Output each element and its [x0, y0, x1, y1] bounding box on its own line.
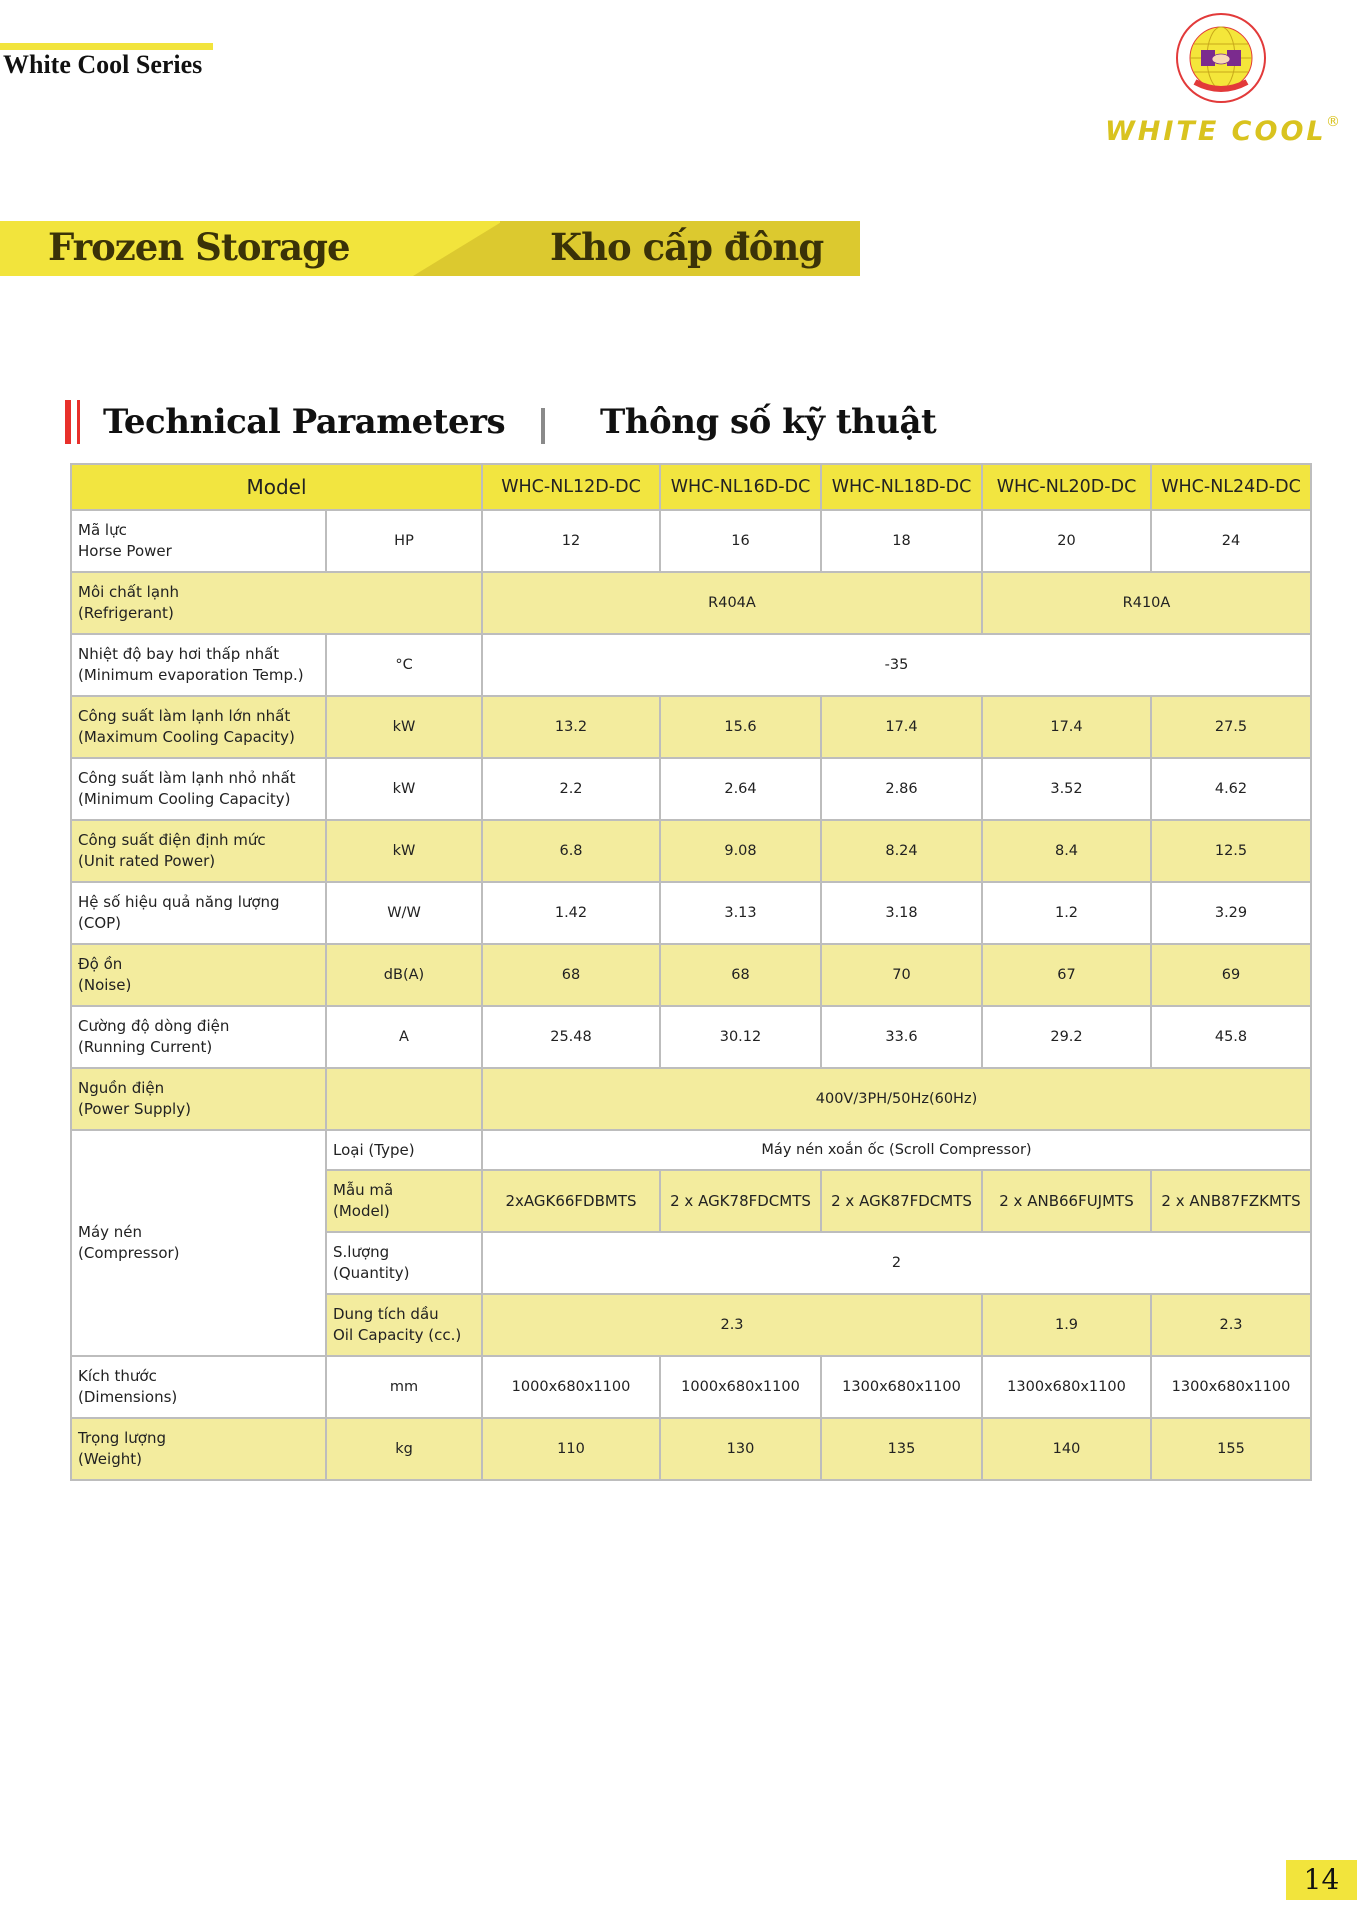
model-column-header: WHC-NL12D-DC [482, 464, 660, 510]
cell-value: 1.2 [982, 882, 1151, 944]
cell-value: 2.86 [821, 758, 982, 820]
cell-value: 400V/3PH/50Hz(60Hz) [482, 1068, 1311, 1130]
row-label: Công suất làm lạnh nhỏ nhất (Minimum Cooling Capacity) [71, 758, 326, 820]
page-number: 14 [1286, 1860, 1357, 1900]
model-column-header: WHC-NL20D-DC [982, 464, 1151, 510]
cell-value: 2.64 [660, 758, 821, 820]
cell-value: 30.12 [660, 1006, 821, 1068]
row-unit: °C [326, 634, 482, 696]
cell-value: 110 [482, 1418, 660, 1480]
cell-value: 4.62 [1151, 758, 1311, 820]
cell-value: 70 [821, 944, 982, 1006]
model-header: Model [71, 464, 482, 510]
table-row-weight [71, 1418, 1311, 1480]
brand-logo-text: WHITE COOL [1105, 116, 1327, 147]
row-label: Cường độ dòng điện (Running Current) [71, 1006, 326, 1068]
cell-value: 18 [821, 510, 982, 572]
cell-value: 16 [660, 510, 821, 572]
cell-value: 8.24 [821, 820, 982, 882]
cell-value: 3.52 [982, 758, 1151, 820]
cell-value: 2.3 [1151, 1294, 1311, 1356]
banner-title-en: Frozen Storage [48, 225, 350, 269]
table-row-cop [71, 882, 1311, 944]
row-unit: kW [326, 758, 482, 820]
row-label: Công suất làm lạnh lớn nhất (Maximum Cooling Capacity) [71, 696, 326, 758]
cell-value: R404A [482, 572, 982, 634]
cell-value: 155 [1151, 1418, 1311, 1480]
cell-value: 135 [821, 1418, 982, 1480]
registered-mark: ® [1326, 114, 1340, 130]
cell-value: 1.42 [482, 882, 660, 944]
cell-value: 25.48 [482, 1006, 660, 1068]
cell-value: 45.8 [1151, 1006, 1311, 1068]
row-unit: mm [326, 1356, 482, 1418]
cell-value: 13.2 [482, 696, 660, 758]
table-row-noise [71, 944, 1311, 1006]
row-label: Mã lực Horse Power [71, 510, 326, 572]
table-row-min-evap-temp [71, 634, 1311, 696]
model-column-header: WHC-NL18D-DC [821, 464, 982, 510]
table-row-refrigerant [71, 572, 1311, 634]
banner-title-vi: Kho cấp đông [550, 225, 824, 269]
cell-value: 2 x AGK87FDCMTS [821, 1170, 982, 1232]
cell-value: 8.4 [982, 820, 1151, 882]
row-label: Công suất điện định mức (Unit rated Power) [71, 820, 326, 882]
model-column-header: WHC-NL24D-DC [1151, 464, 1311, 510]
section-title-separator [541, 408, 545, 444]
cell-value: 2.2 [482, 758, 660, 820]
cell-value: 15.6 [660, 696, 821, 758]
cell-value: 20 [982, 510, 1151, 572]
row-label: Môi chất lạnh (Refrigerant) [71, 572, 482, 634]
table-header-row [71, 464, 1311, 510]
row-label: Nguồn điện (Power Supply) [71, 1068, 326, 1130]
cell-value: 2 x ANB66FUJMTS [982, 1170, 1151, 1232]
cell-value: 17.4 [982, 696, 1151, 758]
row-unit: kW [326, 696, 482, 758]
cell-value: 68 [660, 944, 821, 1006]
cell-value: 1300x680x1100 [821, 1356, 982, 1418]
table-row-rated-power [71, 820, 1311, 882]
table-row-power-supply [71, 1068, 1311, 1130]
row-label: Kích thước (Dimensions) [71, 1356, 326, 1418]
company-seal-logo [1175, 12, 1267, 104]
cell-value: 2.3 [482, 1294, 982, 1356]
row-unit-empty [326, 1068, 482, 1130]
cell-value: 3.18 [821, 882, 982, 944]
row-unit: kW [326, 820, 482, 882]
cell-value: 2xAGK66FDBMTS [482, 1170, 660, 1232]
table-row-compressor-type [71, 1130, 1311, 1170]
cell-value: -35 [482, 634, 1311, 696]
cell-value: 1000x680x1100 [482, 1356, 660, 1418]
row-unit: HP [326, 510, 482, 572]
cell-value: 2 x AGK78FDCMTS [660, 1170, 821, 1232]
cell-value: 12.5 [1151, 820, 1311, 882]
row-unit: kg [326, 1418, 482, 1480]
row-sublabel: Mẫu mã (Model) [326, 1170, 482, 1232]
section-marker-bar [65, 400, 71, 444]
spec-table [70, 463, 1312, 1481]
cell-value: 3.29 [1151, 882, 1311, 944]
table-row-horse-power [71, 510, 1311, 572]
row-label: Độ ồn (Noise) [71, 944, 326, 1006]
table-row-min-cooling [71, 758, 1311, 820]
cell-value: Máy nén xoắn ốc (Scroll Compressor) [482, 1130, 1311, 1170]
cell-value: 29.2 [982, 1006, 1151, 1068]
row-unit: dB(A) [326, 944, 482, 1006]
cell-value: 1300x680x1100 [982, 1356, 1151, 1418]
cell-value: 140 [982, 1418, 1151, 1480]
cell-value: 67 [982, 944, 1151, 1006]
cell-value: 17.4 [821, 696, 982, 758]
cell-value: 24 [1151, 510, 1311, 572]
row-sublabel: Loại (Type) [326, 1130, 482, 1170]
table-row-dimensions [71, 1356, 1311, 1418]
series-title: White Cool Series [3, 50, 203, 79]
table-row-running-current [71, 1006, 1311, 1068]
section-marker-bar-thin [77, 400, 80, 444]
row-label: Hệ số hiệu quả năng lượng (COP) [71, 882, 326, 944]
compressor-group-label: Máy nén (Compressor) [71, 1130, 326, 1356]
cell-value: R410A [982, 572, 1311, 634]
row-label: Nhiệt độ bay hơi thấp nhất (Minimum evaporation Temp.) [71, 634, 326, 696]
section-title-vi: Thông số kỹ thuật [600, 402, 937, 442]
cell-value: 2 [482, 1232, 1311, 1294]
cell-value: 9.08 [660, 820, 821, 882]
cell-value: 12 [482, 510, 660, 572]
cell-value: 130 [660, 1418, 821, 1480]
cell-value: 1300x680x1100 [1151, 1356, 1311, 1418]
category-banner [0, 221, 860, 276]
row-unit: A [326, 1006, 482, 1068]
cell-value: 1.9 [982, 1294, 1151, 1356]
section-title-en: Technical Parameters [103, 402, 506, 442]
cell-value: 33.6 [821, 1006, 982, 1068]
cell-value: 3.13 [660, 882, 821, 944]
cell-value: 68 [482, 944, 660, 1006]
cell-value: 27.5 [1151, 696, 1311, 758]
cell-value: 1000x680x1100 [660, 1356, 821, 1418]
row-sublabel: Dung tích dầu Oil Capacity (cc.) [326, 1294, 482, 1356]
row-sublabel: S.lượng (Quantity) [326, 1232, 482, 1294]
cell-value: 6.8 [482, 820, 660, 882]
series-accent-bar [0, 43, 213, 50]
model-column-header: WHC-NL16D-DC [660, 464, 821, 510]
cell-value: 69 [1151, 944, 1311, 1006]
row-label: Trọng lượng (Weight) [71, 1418, 326, 1480]
cell-value: 2 x ANB87FZKMTS [1151, 1170, 1311, 1232]
table-row-max-cooling [71, 696, 1311, 758]
row-unit: W/W [326, 882, 482, 944]
